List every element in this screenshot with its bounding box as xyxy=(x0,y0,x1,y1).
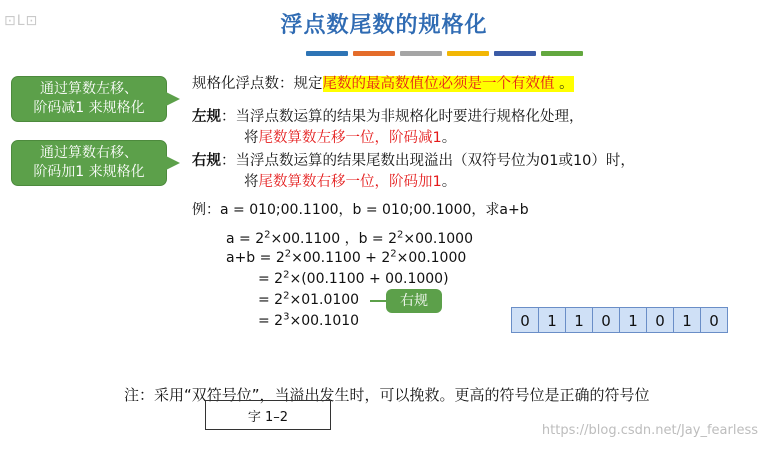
right-rule-line1 xyxy=(192,149,635,170)
math-row-4: = $2^2\times 01.0100$ xyxy=(258,290,360,308)
bit-cell-7: 1 xyxy=(673,307,701,333)
left-rule-line1 xyxy=(192,105,584,126)
subtitle-box: 字 1–2 xyxy=(205,400,331,430)
watermark: https://blog.csdn.net/Jay_fearless xyxy=(541,423,758,438)
page-title: 浮点数尾数的规格化 xyxy=(280,13,488,38)
math-row-3: = $2^2\times(00.1100 + 00.1000)$ xyxy=(258,269,449,287)
right-rule-suffix: 。 xyxy=(441,174,457,190)
title-stripe-5 xyxy=(494,51,536,56)
right-rule-line2 xyxy=(244,170,456,191)
math-row-5: = $2^3\times 00.1010$ xyxy=(258,311,360,329)
right-rule-prefix: 将 xyxy=(244,174,259,190)
callout-right-shift: 通过算数右移、 阶码加1 来规格化 xyxy=(11,140,167,186)
left-rule-prefix: 将 xyxy=(244,130,259,146)
title-stripe-4 xyxy=(447,51,489,56)
right-rule-action: 尾数算数右移一位，阶码加1 xyxy=(258,174,442,190)
right-rule-label: 右规 xyxy=(192,153,221,169)
bit-cell-5: 1 xyxy=(619,307,647,333)
bit-cell-6: 0 xyxy=(646,307,674,333)
definition-suffix: 。 xyxy=(554,76,574,92)
bit-cell-3: 1 xyxy=(565,307,593,333)
bit-register xyxy=(512,307,728,333)
title-stripe-1 xyxy=(306,51,348,56)
bit-cell-4: 0 xyxy=(592,307,620,333)
left-rule-suffix: 。 xyxy=(441,130,457,146)
left-rule-text: ：当浮点数运算的结果为非规格化时要进行规格化处理， xyxy=(221,109,584,125)
math-row-2: $a+b = 2^2\times 00.1100 + 2^2\times 00.1000$ xyxy=(226,248,467,266)
right-rule-text: ：当浮点数运算的结果尾数出现溢出（双符号位为01或10）时， xyxy=(221,153,635,169)
callout-left-shift: 通过算数左移、 阶码减1 来规格化 xyxy=(11,76,167,122)
left-rule-label: 左规 xyxy=(192,109,221,125)
bit-cell-1: 0 xyxy=(511,307,539,333)
right-normalize-tag: 右规 xyxy=(386,289,442,313)
left-rule-action: 尾数算数左移一位，阶码减1 xyxy=(258,130,442,146)
definition-line xyxy=(192,72,574,93)
logo: ⊡L⊡ xyxy=(4,13,39,29)
definition-prefix: 规格化浮点数：规定 xyxy=(192,76,323,92)
title-stripe-3 xyxy=(400,51,442,56)
note-line: 注：采用“双符号位”，当溢出发生时，可以挽救。更高的符号位是正确的符号位 xyxy=(124,386,650,404)
definition-highlight: 尾数的最高数值位必须是一个有效值 xyxy=(322,76,555,92)
example-line: 例：a = 010;00.1100，b = 010;00.1000，求a+b xyxy=(192,202,529,218)
title-underline-stripes xyxy=(306,51,583,56)
title-stripe-6 xyxy=(541,51,583,56)
title-stripe-2 xyxy=(353,51,395,56)
bit-cell-8: 0 xyxy=(700,307,728,333)
left-rule-line2 xyxy=(244,126,456,147)
bit-cell-2: 1 xyxy=(538,307,566,333)
math-row-1: $a = 2^2\times 00.1100$ ，$b = 2^2\times 00.1000$ xyxy=(226,229,473,247)
